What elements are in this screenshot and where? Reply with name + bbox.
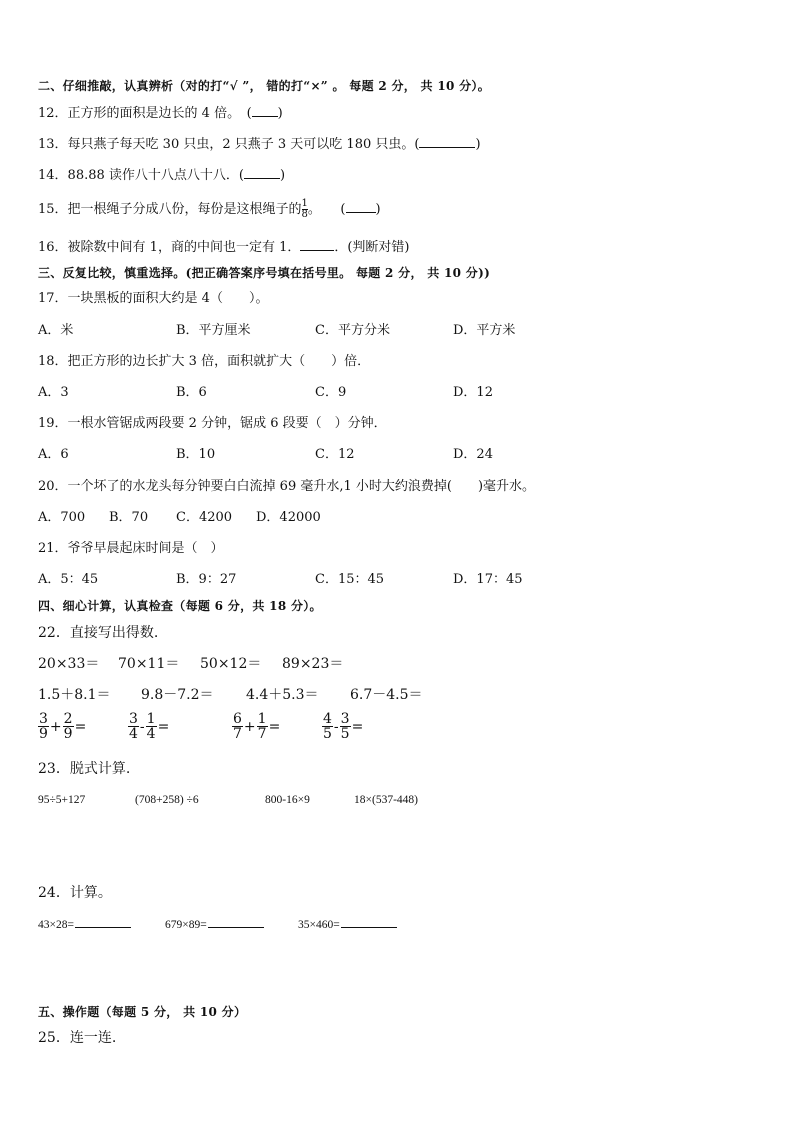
option-21-c[interactable]: C．15：45 [315,572,385,587]
calc-r2-2: 9.8－7.2＝ [141,687,214,703]
calc-r1-4: 89×23＝ [282,656,344,672]
question-12: 12．正方形的面积是边长的 4 倍。 ( ) [38,106,283,121]
calc-r2-1: 1.5＋8.1＝ [38,687,111,703]
stepwise-1: 95÷5+127 [38,794,86,806]
vertical-calc-1: 43×28= [38,915,131,935]
calc-r2-4: 6.7－4.5＝ [350,687,423,703]
answer-line-24-2[interactable] [208,915,264,928]
stepwise-2: (708+258) ÷6 [135,794,199,806]
answer-blank-12[interactable] [252,104,278,117]
option-21-d[interactable]: D．17：45 [453,572,523,587]
fraction-one-eighth: $\frac{1}{8}$ [301,198,308,220]
question-23: 23．脱式计算. [38,761,131,777]
answer-line-24-3[interactable] [341,915,397,928]
option-17-b[interactable]: B．平方厘米 [176,323,251,338]
question-17: 17．一块黑板的面积大约是 4（ ）。 [38,291,269,306]
question-14: 14．88.88 读作八十八点八十八．( ) [38,168,286,183]
section-4-header: 四、细心计算，认真检查（每题 6 分，共 18 分）。 [38,599,322,613]
answer-blank-15[interactable] [346,200,376,213]
option-20-c[interactable]: C．4200 [176,510,233,525]
stepwise-4: 18×(537-448) [354,794,418,806]
question-18: 18．把正方形的边长扩大 3 倍，面积就扩大（ ）倍． [38,354,371,369]
section-5-header: 五、操作题（每题 5 分， 共 10 分） [38,1005,247,1019]
option-20-d[interactable]: D．42000 [256,510,321,525]
answer-blank-14[interactable] [244,166,280,179]
answer-line-24-1[interactable] [75,915,131,928]
question-21: 21．爷爷早晨起床时间是（ ） [38,541,224,556]
option-21-a[interactable]: A．5：45 [38,572,99,587]
calc-r1-1: 20×33＝ [38,656,100,672]
question-20: 20．一个坏了的水龙头每分钟要白白流掉 69 毫升水,1 小时大约浪费掉( )毫升水。 [38,479,536,494]
option-21-b[interactable]: B．9：27 [176,572,237,587]
fraction-expr-4: $\frac{4}{5}$ - $\frac{3}{5}$ = [323,711,364,742]
option-19-a[interactable]: A．6 [38,447,69,462]
calc-r1-2: 70×11＝ [118,656,180,672]
option-17-a[interactable]: A．米 [38,323,74,338]
question-16: 16．被除数中间有 1，商的中间也一定有 1． ．(判断对错) [38,240,410,255]
question-13: 13．每只燕子每天吃 30 只虫，2 只燕子 3 天可以吃 180 只虫。( ) [38,137,481,152]
question-19: 19．一根水管锯成两段要 2 分钟，锯成 6 段要（ ）分钟． [38,416,387,431]
option-20-a[interactable]: A．700 [38,510,86,525]
stepwise-3: 800-16×9 [265,794,310,806]
question-22: 22．直接写出得数. [38,625,159,641]
option-19-c[interactable]: C．12 [315,447,355,462]
option-18-d[interactable]: D．12 [453,385,493,400]
option-17-c[interactable]: C．平方分米 [315,323,390,338]
calc-r1-3: 50×12＝ [200,656,262,672]
question-24: 24．计算。 [38,885,112,901]
answer-blank-16[interactable] [300,238,334,251]
question-15: 15．把一根绳子分成八份，每份是这根绳子的 $\frac{1}{8}$。 ( ) [38,198,381,220]
section-3-header: 三、反复比较，慎重选择。(把正确答案序号填在括号里。 每题 2 分， 共 10 分)) [38,266,491,280]
option-20-b[interactable]: B．70 [109,510,149,525]
option-19-b[interactable]: B．10 [176,447,216,462]
question-25: 25．连一连. [38,1030,117,1046]
option-18-b[interactable]: B．6 [176,385,207,400]
section-2-header: 二、仔细推敲，认真辨析（对的打“√ ”， 错的打“×” 。 每题 2 分， 共 10 分）。 [38,79,491,93]
answer-blank-13[interactable] [419,135,475,148]
fraction-expr-2: $\frac{3}{4}$ - $\frac{1}{4}$ = [129,711,170,742]
vertical-calc-3: 35×460= [298,915,397,935]
vertical-calc-2: 679×89= [165,915,264,935]
calc-r2-3: 4.4＋5.3＝ [246,687,319,703]
fraction-expr-3: $\frac{6}{7}$ + $\frac{1}{7}$ = [233,711,281,742]
option-18-c[interactable]: C．9 [315,385,347,400]
fraction-expr-1: $\frac{3}{9}$ + $\frac{2}{9}$ = [39,711,87,742]
option-18-a[interactable]: A．3 [38,385,69,400]
option-19-d[interactable]: D．24 [453,447,493,462]
option-17-d[interactable]: D．平方米 [453,323,516,338]
